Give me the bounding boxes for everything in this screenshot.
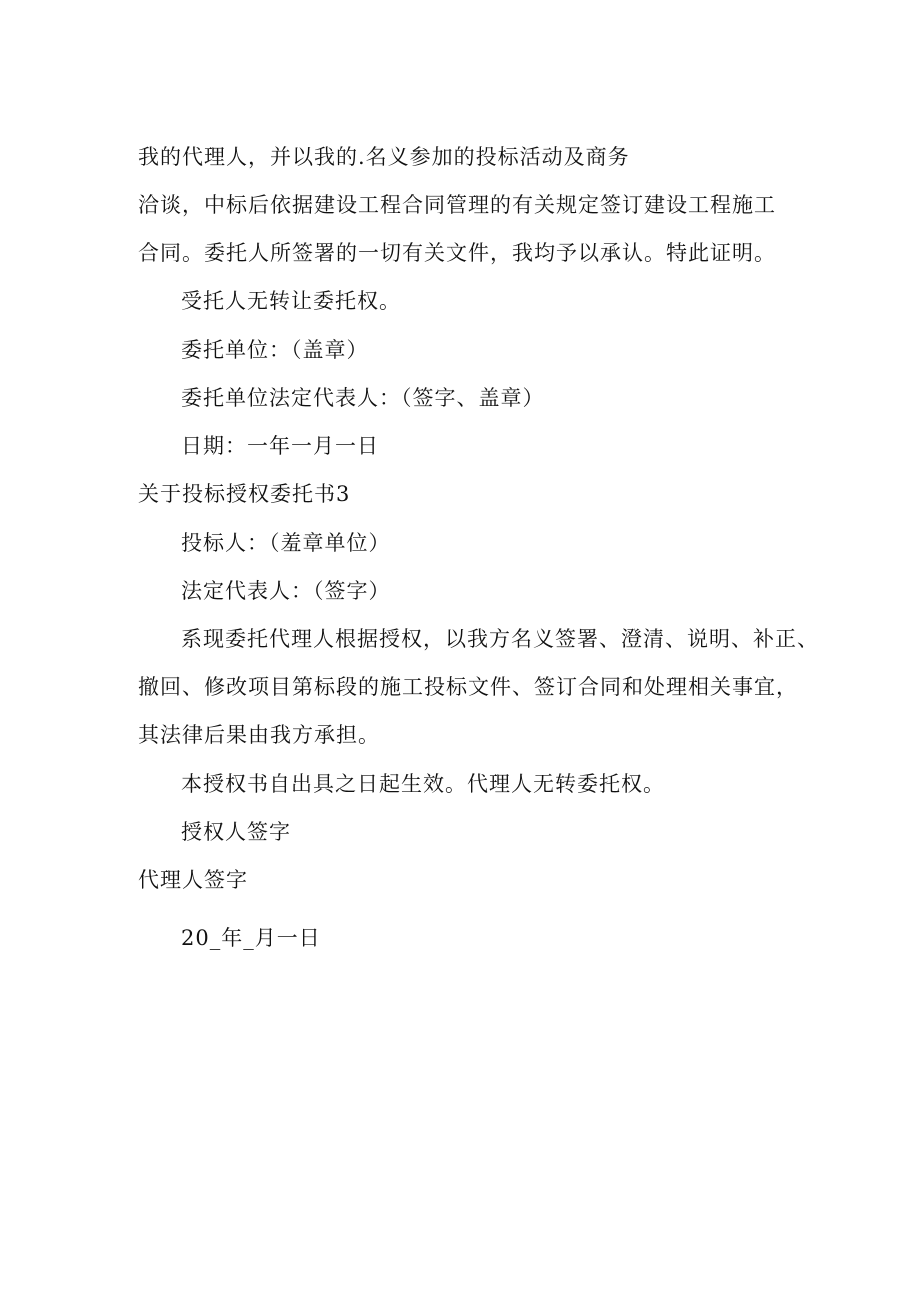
body-text-line: 投标人：（羞章单位） <box>181 531 391 555</box>
date-line: 日期：一年一月一日 <box>181 434 379 458</box>
body-text-line: 我的代理人，并以我的.名义参加的投标活动及商务 <box>138 145 630 169</box>
body-text-line: 撤回、修改项目第标段的施工投标文件、签订合同和处理相关事宜， <box>138 675 798 699</box>
body-text-line: 合同。委托人所签署的一切有关文件，我均予以承认。特此证明。 <box>138 241 776 265</box>
body-text-line: 委托单位：（盖章） <box>181 338 369 362</box>
body-text-line: 系现委托代理人根据授权，以我方名义签署、澄清、说明、补正、 <box>181 627 819 651</box>
body-text-line: 法定代表人：（签字） <box>181 579 391 603</box>
body-text-line: 其法律后果由我方承担。 <box>138 723 380 747</box>
body-text-line: 洽谈，中标后依据建设工程合同管理的有关规定签订建设工程施工 <box>138 193 776 217</box>
body-text-line: 受托人无转让委托权。 <box>181 289 401 313</box>
body-text-line: 委托单位法定代表人：（签字、盖章） <box>181 386 545 410</box>
section-title: 关于投标授权委托书3 <box>138 482 351 506</box>
date-line: 20_年_月一日 <box>181 926 321 950</box>
body-text-line: 本授权书自出具之日起生效。代理人无转委托权。 <box>181 772 665 796</box>
signature-line: 代理人签字 <box>138 868 248 892</box>
signature-line: 授权人签字 <box>181 820 291 844</box>
